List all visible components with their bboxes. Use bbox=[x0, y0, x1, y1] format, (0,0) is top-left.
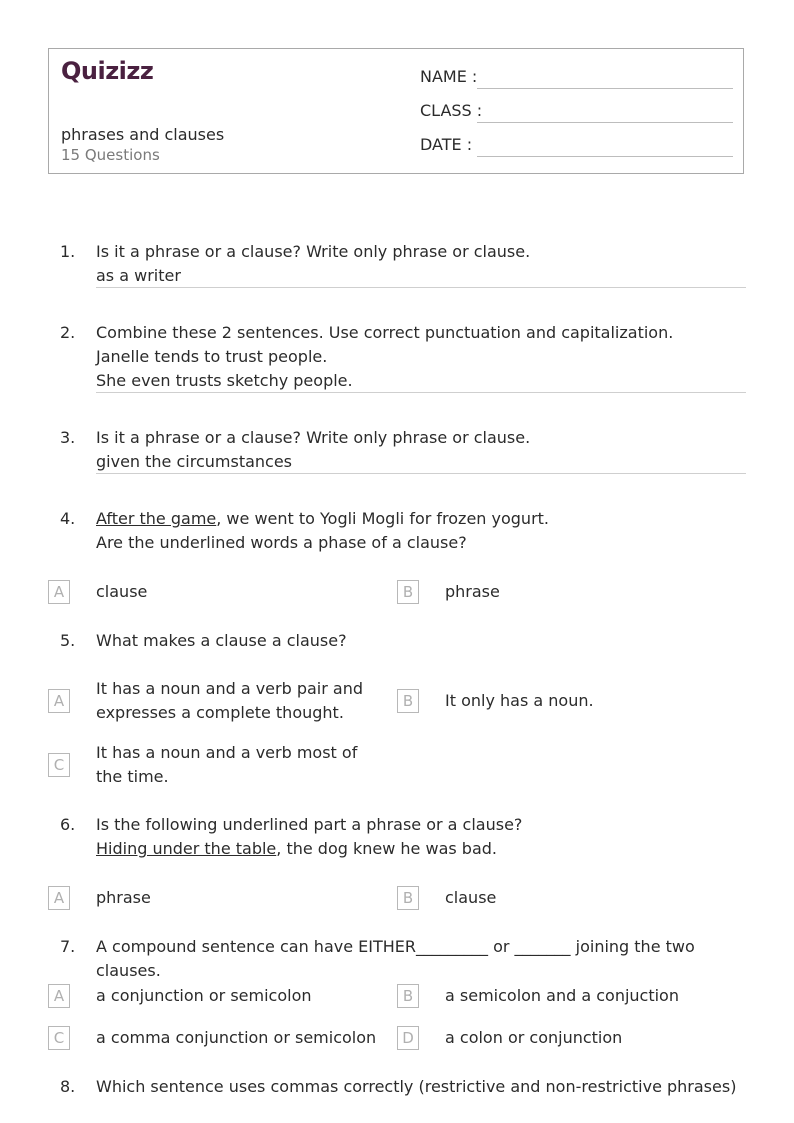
question-text bbox=[96, 507, 746, 555]
option-d-box[interactable]: D bbox=[397, 1026, 419, 1050]
answer-line[interactable] bbox=[96, 392, 746, 393]
option-d-text[interactable]: a colon or conjunction bbox=[445, 1028, 623, 1047]
option-b-text[interactable]: phrase bbox=[445, 582, 500, 601]
option-a-text[interactable]: phrase bbox=[96, 888, 151, 907]
question-number: 8. bbox=[60, 1077, 76, 1096]
option-c-box[interactable]: C bbox=[48, 1026, 70, 1050]
question-prompt: Are the underlined words a phase of a clause? bbox=[96, 533, 467, 552]
question-text bbox=[96, 321, 746, 393]
option-a-text[interactable]: It has a noun and a verb pair and expresses a complete thought. bbox=[96, 679, 364, 722]
option-b-text[interactable]: It only has a noun. bbox=[445, 691, 594, 710]
answer-line[interactable] bbox=[96, 473, 746, 474]
question-prompt: Is the following underlined part a phrase or a clause? bbox=[96, 815, 523, 834]
question-text bbox=[96, 426, 746, 474]
question-text bbox=[96, 240, 746, 288]
question-number: 3. bbox=[60, 428, 76, 447]
option-c-text[interactable]: It has a noun and a verb most of the time. bbox=[96, 743, 358, 786]
question-sentence-1: Janelle tends to trust people. bbox=[96, 347, 328, 366]
worksheet-title: phrases and clauses bbox=[61, 125, 225, 144]
worksheet-header bbox=[48, 48, 744, 174]
option-b-box[interactable]: B bbox=[397, 580, 419, 604]
name-label: NAME : bbox=[420, 67, 478, 86]
option-c-text[interactable]: a comma conjunction or semicolon bbox=[96, 1028, 377, 1047]
option-a-box[interactable]: A bbox=[48, 580, 70, 604]
question-prompt: A compound sentence can have EITHER_________ or _______ joining the two clauses. bbox=[96, 937, 695, 980]
question-sentence bbox=[96, 837, 746, 861]
sentence-rest: , the dog knew he was bad. bbox=[276, 839, 497, 858]
option-a-text[interactable]: a conjunction or semicolon bbox=[96, 986, 312, 1005]
question-count: 15 Questions bbox=[61, 146, 160, 164]
question-item: as a writer bbox=[96, 266, 181, 285]
option-b-text[interactable]: a semicolon and a conjuction bbox=[445, 986, 679, 1005]
question-number: 2. bbox=[60, 323, 76, 342]
question-text bbox=[96, 813, 746, 861]
question-number: 4. bbox=[60, 509, 76, 528]
option-a-text[interactable]: clause bbox=[96, 582, 148, 601]
name-line[interactable] bbox=[477, 88, 733, 89]
question-number: 6. bbox=[60, 815, 76, 834]
question-prompt: Is it a phrase or a clause? Write only phrase or clause. bbox=[96, 242, 531, 261]
brand-name: Quizizz bbox=[61, 57, 154, 85]
question-prompt: Is it a phrase or a clause? Write only phrase or clause. bbox=[96, 428, 531, 447]
underlined-phrase: After the game bbox=[96, 509, 217, 528]
quizizz-logo bbox=[61, 57, 161, 87]
date-label: DATE : bbox=[420, 135, 473, 154]
question-number: 1. bbox=[60, 242, 76, 261]
question-item: given the circumstances bbox=[96, 452, 293, 471]
question-number: 7. bbox=[60, 937, 76, 956]
question-number: 5. bbox=[60, 631, 76, 650]
question-sentence-2: She even trusts sketchy people. bbox=[96, 371, 353, 390]
date-line[interactable] bbox=[477, 156, 733, 157]
option-c-box[interactable]: C bbox=[48, 753, 70, 777]
underlined-phrase: Hiding under the table bbox=[96, 839, 277, 858]
option-a-box[interactable]: A bbox=[48, 886, 70, 910]
option-b-box[interactable]: B bbox=[397, 984, 419, 1008]
sentence-rest: , we went to Yogli Mogli for frozen yogurt. bbox=[216, 509, 550, 528]
class-label: CLASS : bbox=[420, 101, 483, 120]
question-prompt: Combine these 2 sentences. Use correct punctuation and capitalization. bbox=[96, 323, 674, 342]
question-prompt: Which sentence uses commas correctly (restrictive and non-restrictive phrases) bbox=[96, 1077, 737, 1096]
option-b-box[interactable]: B bbox=[397, 689, 419, 713]
option-b-box[interactable]: B bbox=[397, 886, 419, 910]
option-b-text[interactable]: clause bbox=[445, 888, 497, 907]
question-sentence bbox=[96, 507, 746, 531]
answer-line[interactable] bbox=[96, 287, 746, 288]
option-a-box[interactable]: A bbox=[48, 984, 70, 1008]
class-line[interactable] bbox=[477, 122, 733, 123]
option-a-box[interactable]: A bbox=[48, 689, 70, 713]
question-prompt: What makes a clause a clause? bbox=[96, 631, 347, 650]
